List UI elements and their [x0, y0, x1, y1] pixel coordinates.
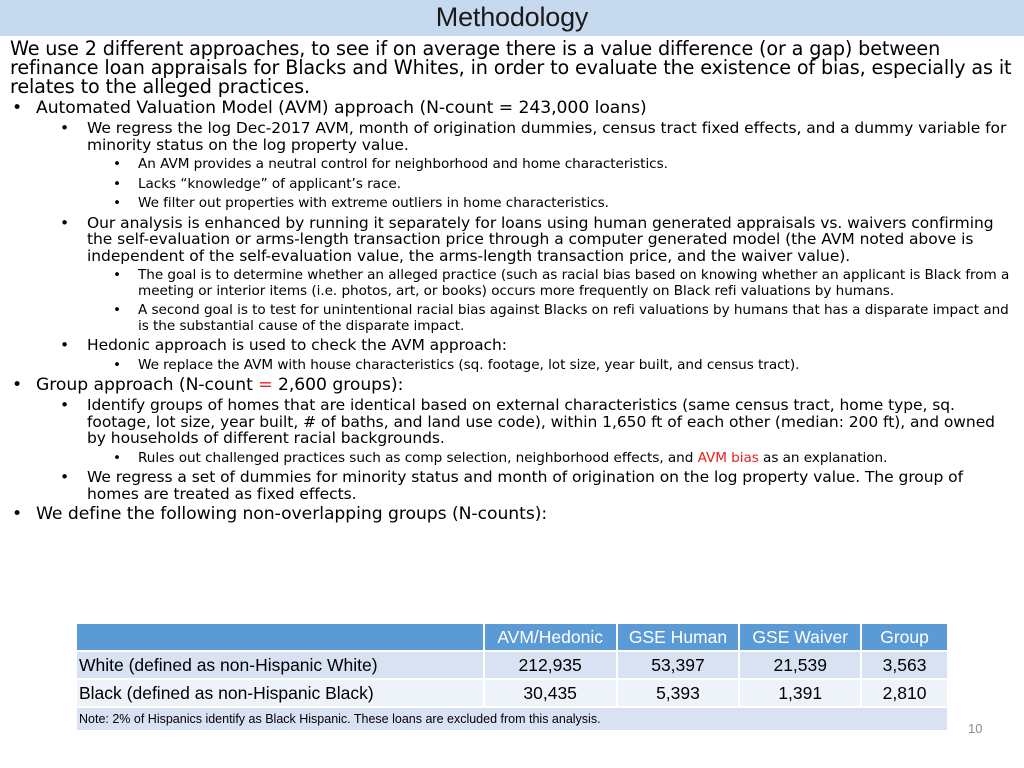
group-heading-post: 2,600 groups):	[272, 375, 404, 395]
hedonic-text: Hedonic approach is used to check the AVM approach:	[87, 336, 507, 354]
table-header-cell: Group	[861, 623, 948, 651]
avm-sub-text: We filter out properties with extreme outliers in home characteristics.	[138, 195, 609, 211]
table-row	[76, 679, 948, 707]
define-text: We define the following non-overlapping groups (N-counts):	[36, 504, 548, 524]
table-header-cell: GSE Human	[617, 623, 740, 651]
table-cell: 212,935	[484, 651, 617, 679]
bullet-list	[10, 99, 1018, 523]
bullet-dot: •	[113, 356, 121, 373]
group-heading-pre: Group approach (N-count	[36, 375, 259, 395]
bullet-dot: •	[12, 504, 23, 524]
table-cell: 2,810	[861, 679, 948, 707]
bullet-define-groups	[10, 505, 1018, 523]
slide-body	[10, 39, 1018, 523]
bullet-dot: •	[113, 156, 121, 172]
table-header-row	[76, 623, 948, 651]
bullet-avm-approach	[10, 99, 1018, 117]
bullet-goal-2	[10, 303, 1018, 334]
group-rules-pre: Rules out challenged practices such as comp selection, neighborhood effects, and	[138, 449, 698, 466]
bullet-dot: •	[12, 98, 23, 118]
row-label: White (defined as non-Hispanic White)	[76, 651, 484, 679]
page-number: 10	[968, 721, 983, 736]
bullet-group-rules	[10, 451, 1018, 467]
table-cell: 5,393	[617, 679, 740, 707]
bullet-dot: •	[113, 175, 121, 192]
bullet-dot: •	[113, 195, 121, 211]
table-cell: 30,435	[484, 679, 617, 707]
bullet-avm-filter	[10, 196, 1018, 212]
table-header-cell: AVM/Hedonic	[484, 623, 617, 651]
bullet-dot: •	[113, 449, 121, 466]
table-note: Note: 2% of Hispanics identify as Black Hispanic. These loans are excluded from this analysis.	[76, 707, 948, 731]
bullet-dot: •	[113, 267, 121, 283]
ncount-table	[75, 622, 949, 732]
enhanced-text: Our analysis is enhanced by running it separately for loans using human generated appraisals vs. waivers confirming the self-evaluation or arms-length transaction price through a computer generated model (the AVM noted above is independent of the self-evaluation value, the arms-length transaction price, and the waiver value).	[87, 213, 994, 265]
intro-paragraph: We use 2 different approaches, to see if on average there is a value difference (or a gap) between refinance loan appraisals for Blacks and Whites, in order to evaluate the existence of bias, especially as it relates to the alleged practices.	[10, 37, 1012, 98]
table-cell: 1,391	[739, 679, 861, 707]
bullet-group-approach	[10, 376, 1018, 394]
bullet-dot: •	[113, 302, 121, 318]
bullet-group-regress	[10, 469, 1018, 502]
avm-bias-highlight: AVM bias	[697, 449, 759, 466]
bullet-avm-regress	[10, 120, 1018, 153]
hedonic-sub-text: We replace the AVM with house characteristics (sq. footage, lot size, year built, and census tract).	[138, 356, 800, 373]
bullet-dot: •	[12, 375, 23, 395]
table-row	[76, 651, 948, 679]
bullet-enhanced	[10, 215, 1018, 265]
avm-regress-text: We regress the log Dec-2017 AVM, month of origination dummies, census tract fixed effects, and a dummy variable for minority status on the log property value.	[87, 119, 1007, 154]
bullet-avm-knowledge	[10, 177, 1018, 193]
table-note-row	[76, 707, 948, 731]
avm-heading: Automated Valuation Model (AVM) approach (N-count = 243,000 loans)	[36, 98, 647, 118]
group-identify-text: Identify groups of homes that are identical based on external characteristics (same census tract, home type, sq. footage, lot size, year built, # of baths, and land use code), within 1,650 ft of each other (median: 200 ft), and owned by households of different racial backgrounds.	[87, 396, 995, 447]
bullet-dot: •	[60, 468, 70, 486]
group-rules-post: as an explanation.	[758, 449, 888, 466]
goal-text: A second goal is to test for unintentional racial bias against Blacks on refi valuations by humans that has a disparate impact and is the substantial cause of the disparate impact.	[138, 302, 1009, 334]
bullet-dot: •	[60, 396, 70, 414]
table-header-cell: GSE Waiver	[739, 623, 861, 651]
bullet-dot: •	[60, 336, 70, 354]
group-heading-equals: =	[258, 375, 273, 395]
group-regress-text: We regress a set of dummies for minority status and month of origination on the log property value. The group of homes are treated as fixed effects.	[87, 468, 964, 503]
bullet-dot: •	[60, 213, 70, 232]
table-header-cell	[76, 623, 484, 651]
row-label: Black (defined as non-Hispanic Black)	[76, 679, 484, 707]
bullet-hedonic-sub	[10, 358, 1018, 374]
goal-text: The goal is to determine whether an alleged practice (such as racial bias based on knowing whether an applicant is Black from a meeting or interior items (i.e. photos, art, or books) occurs more frequently on Black refi valuations by humans.	[138, 267, 1010, 299]
avm-sub-text: Lacks “knowledge” of applicant’s race.	[138, 175, 401, 192]
table-cell: 21,539	[739, 651, 861, 679]
slide-title: Methodology	[435, 2, 589, 32]
bullet-hedonic	[10, 337, 1018, 354]
bullet-avm-neutral	[10, 157, 1018, 173]
table-cell: 53,397	[617, 651, 740, 679]
bullet-group-identify	[10, 397, 1018, 447]
avm-sub-text: An AVM provides a neutral control for neighborhood and home characteristics.	[138, 156, 668, 172]
table-cell: 3,563	[861, 651, 948, 679]
bullet-goal-1	[10, 268, 1018, 299]
bullet-dot: •	[60, 119, 70, 137]
